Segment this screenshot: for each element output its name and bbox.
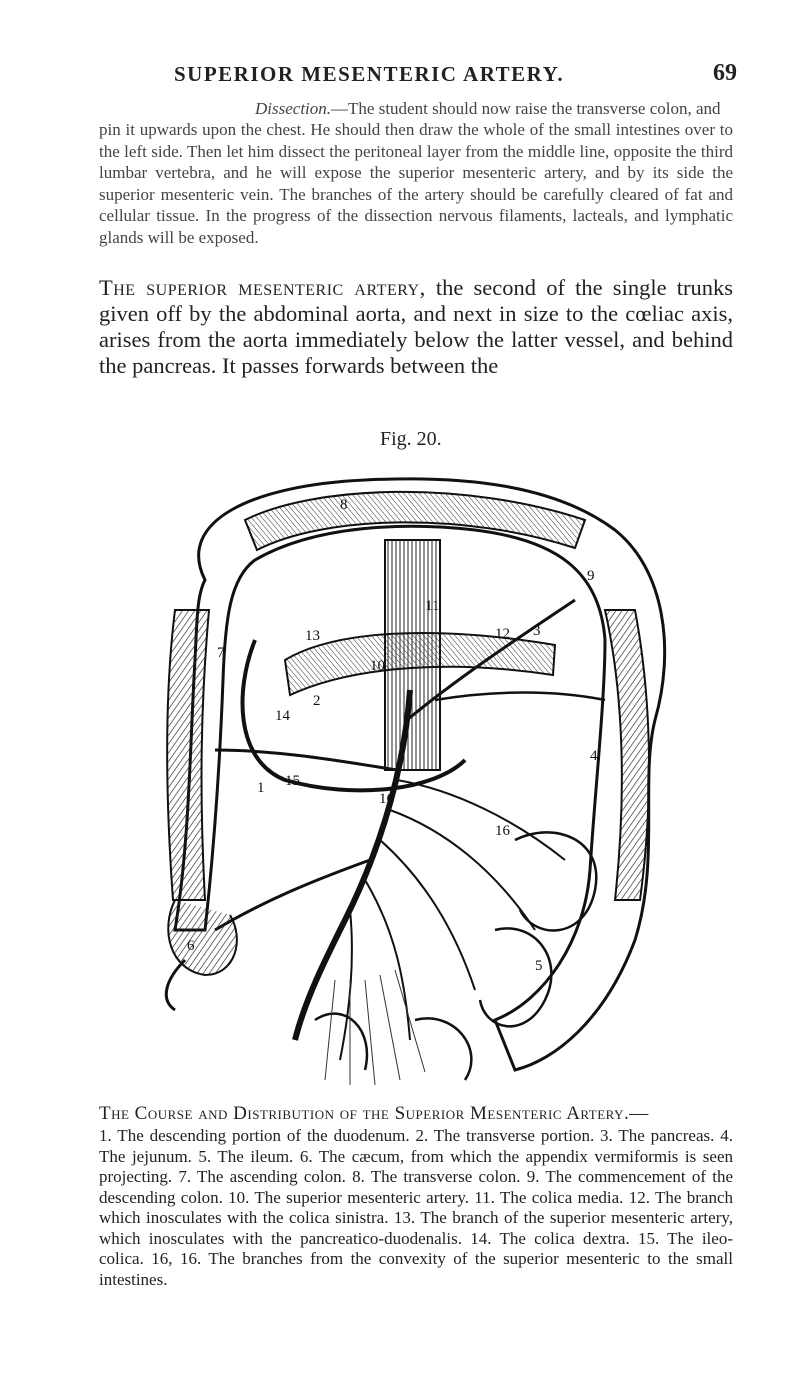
figure-number-label: 15 bbox=[285, 773, 300, 789]
anatomical-illustration bbox=[135, 460, 695, 1100]
figure-number-label: 9 bbox=[587, 568, 595, 584]
figure-number-label: 10 bbox=[370, 658, 385, 674]
dissection-first-line bbox=[255, 98, 733, 119]
figure-number-label: 13 bbox=[305, 628, 320, 644]
figure-number-label: 7 bbox=[217, 645, 225, 661]
small-intestine-loops bbox=[315, 832, 596, 1080]
ascending-colon bbox=[167, 610, 209, 900]
figure-number-label: 14 bbox=[275, 708, 290, 724]
dissection-first-line-text: —The student should now raise the transverse colon, and bbox=[331, 99, 721, 118]
figure-number-label: 1 bbox=[257, 780, 265, 796]
figure-number-label: 8 bbox=[340, 497, 348, 513]
running-head: SUPERIOR MESENTERIC ARTERY. bbox=[174, 62, 565, 86]
colica-dextra bbox=[215, 750, 397, 770]
descending-colon bbox=[605, 610, 649, 900]
figure-label: Fig. 20. bbox=[380, 428, 442, 450]
colica-sinistra-branch bbox=[435, 693, 605, 701]
figure-number-label: 4 bbox=[590, 748, 598, 764]
figure-number-label: 2 bbox=[313, 693, 321, 709]
caecum bbox=[168, 900, 237, 975]
body-paragraph bbox=[99, 275, 733, 379]
figure-number-label: 5 bbox=[535, 958, 543, 974]
appendix bbox=[166, 960, 185, 1010]
figure-number-label: 3 bbox=[533, 623, 541, 639]
page-number: 69 bbox=[713, 60, 737, 86]
caption-title: The Course and Distribution of the Superior Mesenteric Artery.— bbox=[99, 1103, 649, 1124]
body-text: the second of the single trunks given off by the abdominal aorta, and next in size to the cœliac axis, arises from the aorta immediately below the latter vessel, and behind the pancreas. It passes forwards between the bbox=[99, 275, 733, 378]
dissection-label: Dissection. bbox=[255, 99, 332, 118]
caption-text: 1. The descending portion of the duodenum. 2. The transverse portion. 3. The pancreas. 4. The jejunum. 5. The ileum. 6. The cæcum, from which the appendix vermiformis is seen projecting. 7. The ascending colon. 8. The transverse colon. 9. The commencement of the descending colon. 10. The superior mesenteric artery. 11. The colica media. 12. The branch which inosculates with the colica sinistra. 13. The branch of the superior mesenteric artery, which inosculates with the pancreatico-duodenalis. 14. The colica dextra. 15. The ileo-colica. 16, 16. The branches from the convexity of the superior mesenteric to the small intestines. bbox=[99, 1126, 733, 1289]
figure-number-label: 16 bbox=[495, 823, 510, 839]
figure-number-label: 16 bbox=[379, 791, 394, 807]
mesentery-lines bbox=[325, 970, 425, 1085]
figure-number-label: 12 bbox=[495, 626, 510, 642]
figure-number-label: 11 bbox=[425, 598, 440, 614]
body-lead-in: The superior mesenteric artery, bbox=[99, 275, 426, 300]
dissection-paragraph: pin it upwards upon the chest. He should then draw the whole of the small intestines over to the left side. Then let him dissect the peritoneal layer from the middle line, opposite the third lumbar vertebra, and he will expose the superior mesenteric artery, and by its side the superior mesenteric vein. The branches of the artery should be carefully cleared of fat and cellular tissue. In the progress of the dissection nervous filaments, lacteals, and lymphatic glands will be exposed. bbox=[99, 120, 733, 247]
figure-number-label: 6 bbox=[187, 938, 195, 954]
